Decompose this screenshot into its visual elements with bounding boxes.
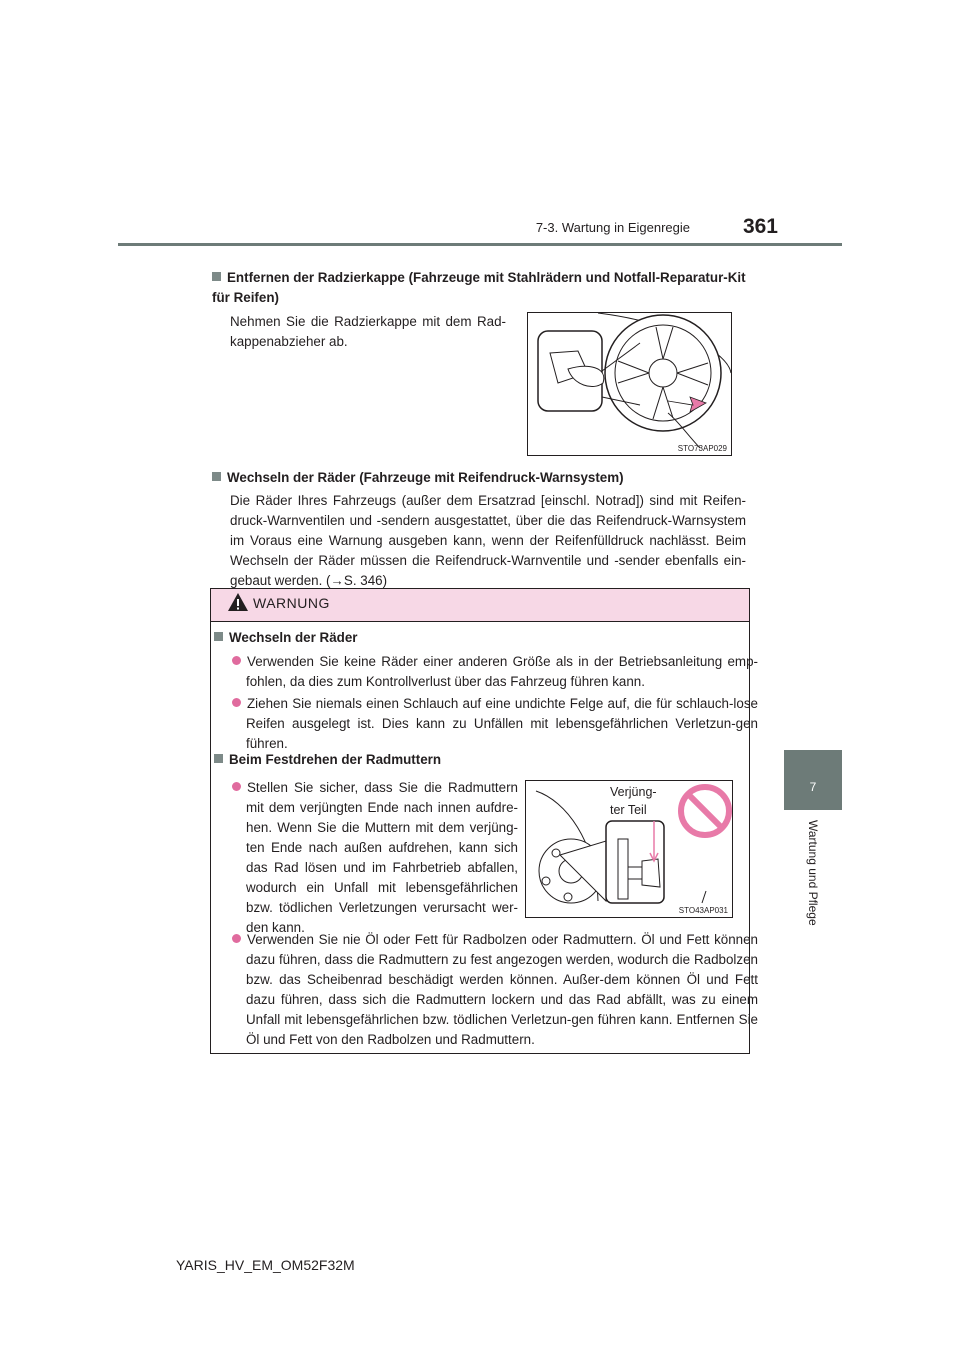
warning-group-heading: Wechseln der Räder	[214, 628, 734, 648]
chapter-title: Wartung und Pflege	[806, 820, 820, 926]
section-heading-hubcap: Entfernen der Radzierkappe (Fahrzeuge mit Stahlrädern und Notfall-Reparatur-Kit für Reifen)	[212, 270, 746, 305]
page-number: 361	[742, 215, 778, 238]
chapter-tab	[784, 750, 842, 810]
warning-group-heading: Beim Festdrehen der Radmuttern	[214, 750, 734, 770]
tapered-nut-figure	[525, 780, 733, 918]
wheel-illustration	[528, 313, 731, 455]
round-bullet-icon	[232, 698, 241, 707]
section-heading-wheel-change: Wechseln der Räder (Fahrzeuge mit Reifendruck-Warnsystem)	[212, 468, 750, 488]
warning-item: Verwenden Sie nie Öl oder Fett für Radbolzen oder Radmuttern. Öl und Fett können dazu führen, dass die Radmuttern zu fest angezogen werden, wodurch die Radbolzen bzw. das Scheibenrad beschädigt werden können. Außer-dem können Öl und Fett dazu führen, dass sich die Radmuttern lockern und das Rad abfällt, was zu einem Unfall mit lebensgefährlichen bzw. tödlichen Verletzun-gen führen kann. Entfernen Sie Öl und Fett von den Radbolzen und Radmuttern.	[232, 930, 758, 1050]
chapter-number: 7	[809, 780, 817, 794]
square-bullet-icon	[212, 272, 221, 281]
figure-code: STO43AP031	[678, 906, 728, 915]
square-bullet-icon	[214, 754, 223, 763]
hubcap-instruction: Nehmen Sie die Radzierkappe mit dem Rad-kappenabzieher ab.	[230, 314, 506, 349]
round-bullet-icon	[232, 782, 241, 791]
square-bullet-icon	[212, 472, 221, 481]
warning-item: Stellen Sie sicher, dass Sie die Radmuttern mit dem verjüngten Ende nach innen aufdre-hen. Wenn Sie die Muttern mit dem verjüng-ten Ende nach außen aufdrehen, kann sich das Rad lösen und im Fahrbetrieb abfallen, wodurch ein Unfall mit lebensgefährlichen bzw. tödlichen Verletzungen verursacht wer-den kann.	[232, 778, 518, 938]
warning-item: Verwenden Sie keine Räder einer anderen Größe als in der Betriebsanleitung emp-fohlen, da dies zum Kontrollverlust über das Fahrzeug führen kann.	[232, 652, 758, 692]
document-code-footer: YARIS_HV_EM_OM52F32M	[176, 1257, 355, 1273]
section-label: 7-3. Wartung in Eigenregie	[535, 220, 690, 235]
warning-item: Ziehen Sie niemals einen Schlauch auf eine undichte Felge auf, die für schlauch-lose Reifen ausgelegt ist. Dies kann zu Unfällen mit lebensgefährlichen Verletzun-gen führen.	[232, 694, 758, 754]
warning-title: WARNUNG	[253, 595, 330, 611]
wheel-change-text: Die Räder Ihres Fahrzeugs (außer dem Ersatzrad [einschl. Notrad]) sind mit Reifen-druck-Warnventilen und -sendern ausgestattet, über die das Reifendruck-Warnsystem im Voraus eine Warnung ausgeben kann, wenn der Reifenfülldruck nachlässt. Beim Wechseln der Räder müssen die Reifendruck-Warnventile und -sender ebenfalls ein-gebaut werden. (→S. 346)	[230, 493, 746, 588]
square-bullet-icon	[214, 632, 223, 641]
warning-triangle-icon	[227, 592, 249, 617]
header-rule	[118, 243, 842, 246]
round-bullet-icon	[232, 934, 241, 943]
round-bullet-icon	[232, 656, 241, 665]
figure-code: STO73AP029	[677, 444, 727, 453]
hubcap-removal-figure	[527, 312, 732, 456]
chapter-title-vertical	[784, 820, 842, 960]
tapered-part-label: Verjüng-ter Teil	[610, 785, 657, 817]
